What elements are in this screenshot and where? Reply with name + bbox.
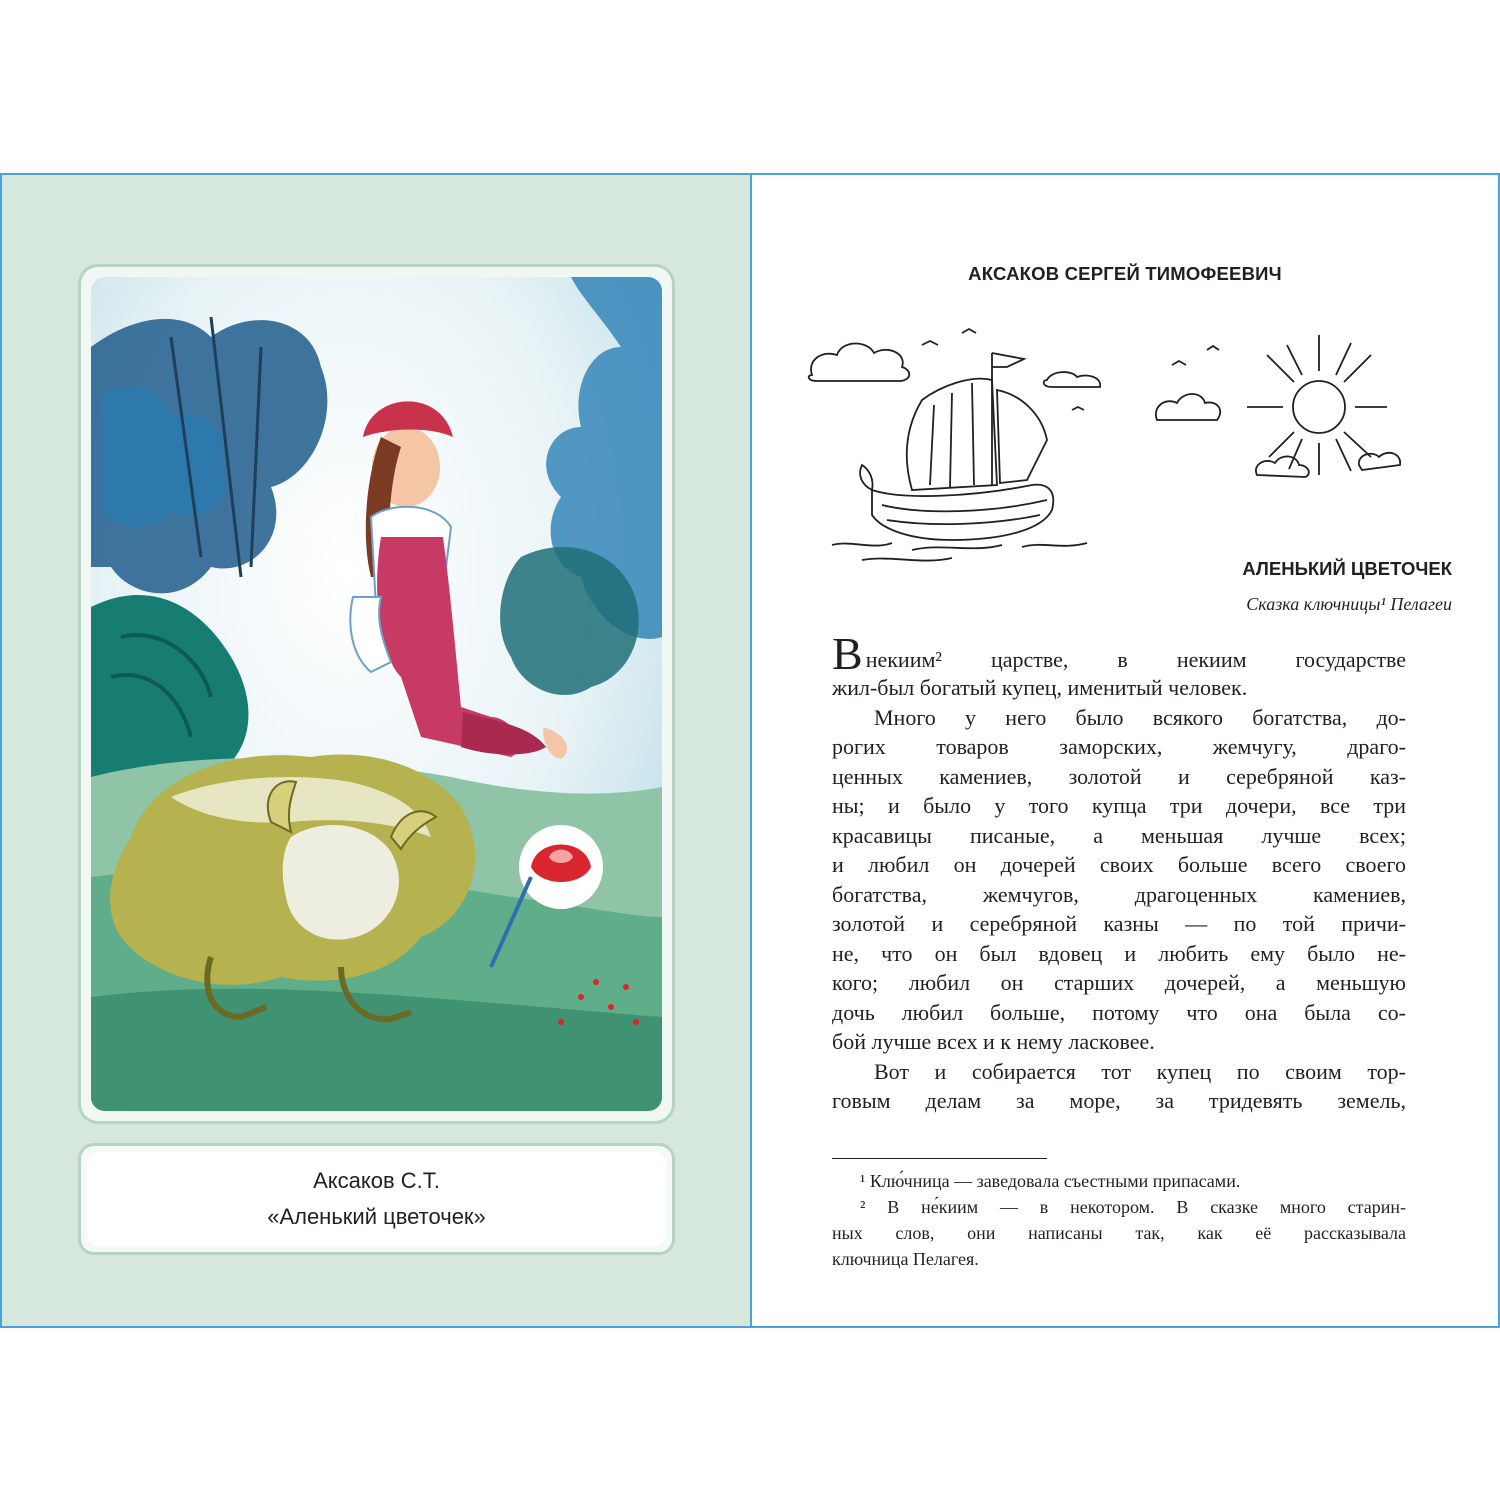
- ship-drawing: [802, 315, 1132, 575]
- fairy-tale-illustration: [91, 277, 662, 1111]
- book-spread: [0, 173, 1500, 1328]
- text-line: золотой и серебряной казны — по той причи-: [832, 911, 1406, 936]
- text-line: не, что он был вдовец и любить ему было не-: [832, 940, 1406, 966]
- text-line: кого; любил он старших дочерей, а меньшую: [832, 970, 1406, 995]
- first-line-text: некиим² царстве, в некиим государстве: [865, 647, 1406, 672]
- caption-frame: [78, 1143, 675, 1255]
- illustration-image: [91, 277, 662, 1111]
- text-line: дочь любил больше, потому что она была со-: [832, 999, 1406, 1025]
- caption-title: «Аленький цветочек»: [267, 1204, 486, 1229]
- text-line: Много у него было всякого богатства, до-: [874, 704, 1406, 730]
- caption-author: Аксаков С.Т.: [313, 1168, 440, 1193]
- drop-cap: В: [832, 628, 863, 679]
- text-line: ны; и было у того купца три дочери, все три: [832, 793, 1406, 818]
- footnote-2-line: ных слов, они написаны так, как её рассказывала: [832, 1223, 1406, 1243]
- text-line: красавицы писаные, а меньшая лучше всех;: [832, 822, 1406, 848]
- footnote-2-line: ² В не́киим — в некотором. В сказке много старин-: [860, 1197, 1406, 1217]
- text-line: Вот и собирается тот купец по своим тор-: [874, 1058, 1406, 1084]
- story-text: [832, 628, 1406, 1116]
- footnote-2-line: ключница Пелагея.: [832, 1249, 979, 1269]
- text-line: говым делам за море, за тридевять земель,: [832, 1088, 1406, 1113]
- text-line: рогих товаров заморских, жемчугу, драго-: [832, 734, 1406, 759]
- caption-box: [87, 1152, 666, 1246]
- illustration-frame: [78, 264, 675, 1124]
- story-title: АЛЕНЬКИЙ ЦВЕТОЧЕК: [1242, 558, 1452, 579]
- footnote-1: ¹ Клю́чница — заведовала съестными припасами.: [860, 1171, 1241, 1191]
- right-page: [752, 175, 1498, 1326]
- text-line: ценных камениев, золотой и серебряной каз-: [832, 763, 1406, 789]
- text-line: бой лучше всех и к нему ласковее.: [832, 1029, 1155, 1054]
- author-heading: АКСАКОВ СЕРГЕЙ ТИМОФЕЕВИЧ: [968, 263, 1282, 284]
- footnotes: [832, 1168, 1406, 1272]
- left-page: [2, 175, 750, 1326]
- footnote-rule: [832, 1158, 1047, 1159]
- text-line: жил-был богатый купец, именитый человек.: [832, 675, 1248, 700]
- sun-drawing: [1147, 325, 1407, 505]
- first-line: [832, 628, 1406, 679]
- story-subtitle: Сказка ключницы¹ Пелагеи: [1246, 594, 1452, 614]
- text-line: богатства, жемчугов, драгоценных камениев,: [832, 881, 1406, 907]
- text-line: и любил он дочерей своих больше всего своего: [832, 852, 1406, 877]
